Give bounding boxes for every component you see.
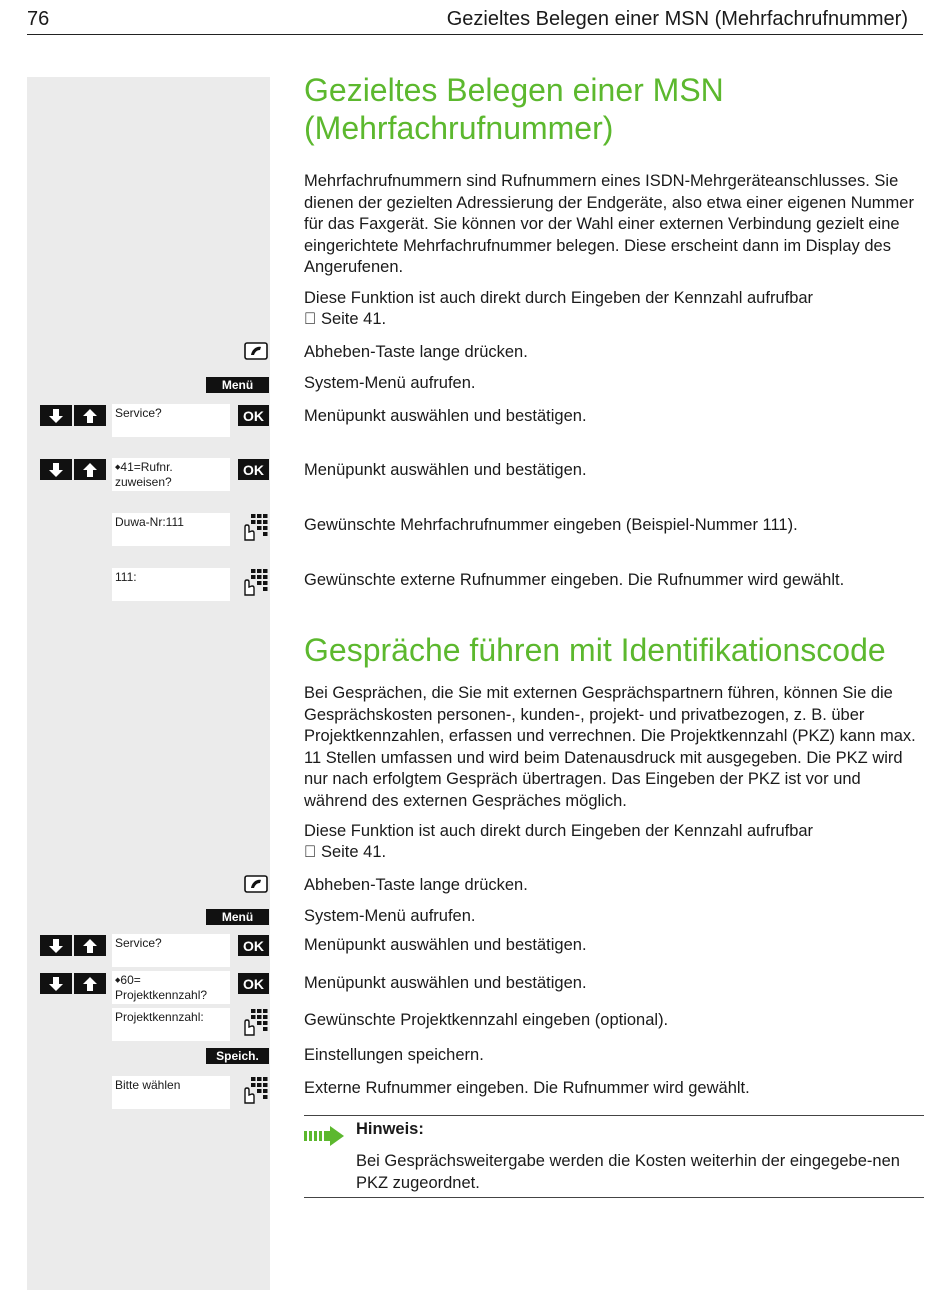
arrow-up-icon[interactable] bbox=[74, 935, 106, 956]
section1-title-line2: (Mehrfachrufnummer) bbox=[304, 110, 614, 146]
display-service: Service? bbox=[112, 934, 230, 967]
keypad-icon[interactable] bbox=[242, 513, 268, 546]
page-number: 76 bbox=[27, 8, 50, 30]
s1-step5: Gewünschte Mehrfachrufnummer eingeben (Beispiel-Nummer 111). bbox=[304, 516, 798, 534]
arrow-down-icon[interactable] bbox=[40, 459, 72, 480]
s1-step4: Menüpunkt auswählen und bestätigen. bbox=[304, 461, 587, 479]
ok-key[interactable]: OK bbox=[238, 973, 269, 994]
section1-direct-line1: Diese Funktion ist auch direkt durch Eingeben der Kennzahl aufrufbar bbox=[304, 289, 814, 307]
header-divider bbox=[27, 34, 923, 35]
menu-softkey[interactable]: Menü bbox=[206, 909, 269, 925]
note-top-rule bbox=[304, 1115, 924, 1116]
note-arrow-icon bbox=[304, 1124, 346, 1153]
menu-softkey[interactable]: Menü bbox=[206, 377, 269, 393]
arrow-down-icon[interactable] bbox=[40, 935, 72, 956]
ok-key[interactable]: OK bbox=[238, 935, 269, 956]
arrow-up-icon[interactable] bbox=[74, 459, 106, 480]
bullet-icon: ◆ bbox=[115, 463, 121, 471]
keypad-icon[interactable] bbox=[242, 1076, 268, 1109]
display-duwa: Duwa-Nr:111 bbox=[112, 513, 230, 546]
running-header: Gezieltes Belegen einer MSN (Mehrfachrufnummer) bbox=[446, 8, 908, 30]
arrow-up-icon[interactable] bbox=[74, 973, 106, 994]
display-rufnr: ◆41=Rufnr. zuweisen? bbox=[112, 458, 230, 491]
display-pkz-input: Projektkennzahl: bbox=[112, 1008, 230, 1041]
display-111: 111: bbox=[112, 568, 230, 601]
section1-intro: Mehrfachrufnummern sind Rufnummern eines ISDN-Mehrgeräteanschlusses. Sie dienen der gezielten Adressierung der Endgeräte, also etwa einer eigenen Nummer für das Faxgerät. Sie können vor der Wahl einer externen Verbindung gezielt eine eingerichtete Mehrfachrufnummer belegen. Diese erscheint dann im Display des Angerufenen. bbox=[304, 172, 914, 276]
section2-direct-line2: Seite 41. bbox=[304, 843, 370, 861]
s1-step2: System-Menü aufrufen. bbox=[304, 374, 476, 392]
note-text: Bei Gesprächsweitergabe werden die Kosten weiterhin der eingegebe-nen PKZ zugeordnet. bbox=[356, 1152, 900, 1192]
s2-step7: Externe Rufnummer eingeben. Die Rufnummer wird gewählt. bbox=[304, 1079, 750, 1097]
display-pkz: ◆60= Projektkennzahl? bbox=[112, 971, 230, 1004]
bullet-icon: ◆ bbox=[115, 976, 121, 984]
arrow-down-icon[interactable] bbox=[40, 973, 72, 994]
s2-step2: System-Menü aufrufen. bbox=[304, 907, 476, 925]
ok-key[interactable]: OK bbox=[238, 459, 269, 480]
s2-step4: Menüpunkt auswählen und bestätigen. bbox=[304, 974, 587, 992]
arrow-up-icon[interactable] bbox=[74, 405, 106, 426]
section1-title-line1: Gezieltes Belegen einer MSN bbox=[304, 72, 724, 108]
display-dial: Bitte wählen bbox=[112, 1076, 230, 1109]
s2-step3: Menüpunkt auswählen und bestätigen. bbox=[304, 936, 587, 954]
section2-direct-line1: Diese Funktion ist auch direkt durch Eingeben der Kennzahl aufrufbar bbox=[304, 822, 814, 840]
note-bottom-rule bbox=[304, 1197, 924, 1198]
arrow-down-icon[interactable] bbox=[40, 405, 72, 426]
section2-intro: Bei Gesprächen, die Sie mit externen Gesprächspartnern führen, können Sie die Gesprächskosten personen-, kunden-, projekt- und privatbezogen, z. B. über Projektkennzahlen, erfassen und verrechnen. Die Projektkennzahl (PKZ) kann max. 11 Stellen umfassen und wird beim Datenausdruck mit ausgegeben. Die PKZ wird nur nach erfolgtem Gespräch übertragen. Das Eingeben der PKZ ist vor und während des externen Gespräches möglich. bbox=[304, 684, 916, 810]
s2-step1: Abheben-Taste lange drücken. bbox=[304, 876, 528, 894]
save-softkey[interactable]: Speich. bbox=[206, 1048, 269, 1064]
ok-key[interactable]: OK bbox=[238, 405, 269, 426]
s1-step6: Gewünschte externe Rufnummer eingeben. Die Rufnummer wird gewählt. bbox=[304, 571, 845, 589]
handset-icon bbox=[244, 342, 268, 365]
s1-step3: Menüpunkt auswählen und bestätigen. bbox=[304, 407, 587, 425]
section1-direct-line2: Seite 41. bbox=[304, 310, 370, 328]
keypad-icon[interactable] bbox=[242, 568, 268, 601]
note-title: Hinweis: bbox=[356, 1120, 424, 1138]
section2-title: Gespräche führen mit Identifikationscode bbox=[304, 632, 886, 668]
s2-step6: Einstellungen speichern. bbox=[304, 1046, 484, 1064]
display-service: Service? bbox=[112, 404, 230, 437]
s1-step1: Abheben-Taste lange drücken. bbox=[304, 343, 528, 361]
keypad-icon[interactable] bbox=[242, 1008, 268, 1041]
s2-step5: Gewünschte Projektkennzahl eingeben (optional). bbox=[304, 1011, 669, 1029]
handset-icon bbox=[244, 875, 268, 898]
